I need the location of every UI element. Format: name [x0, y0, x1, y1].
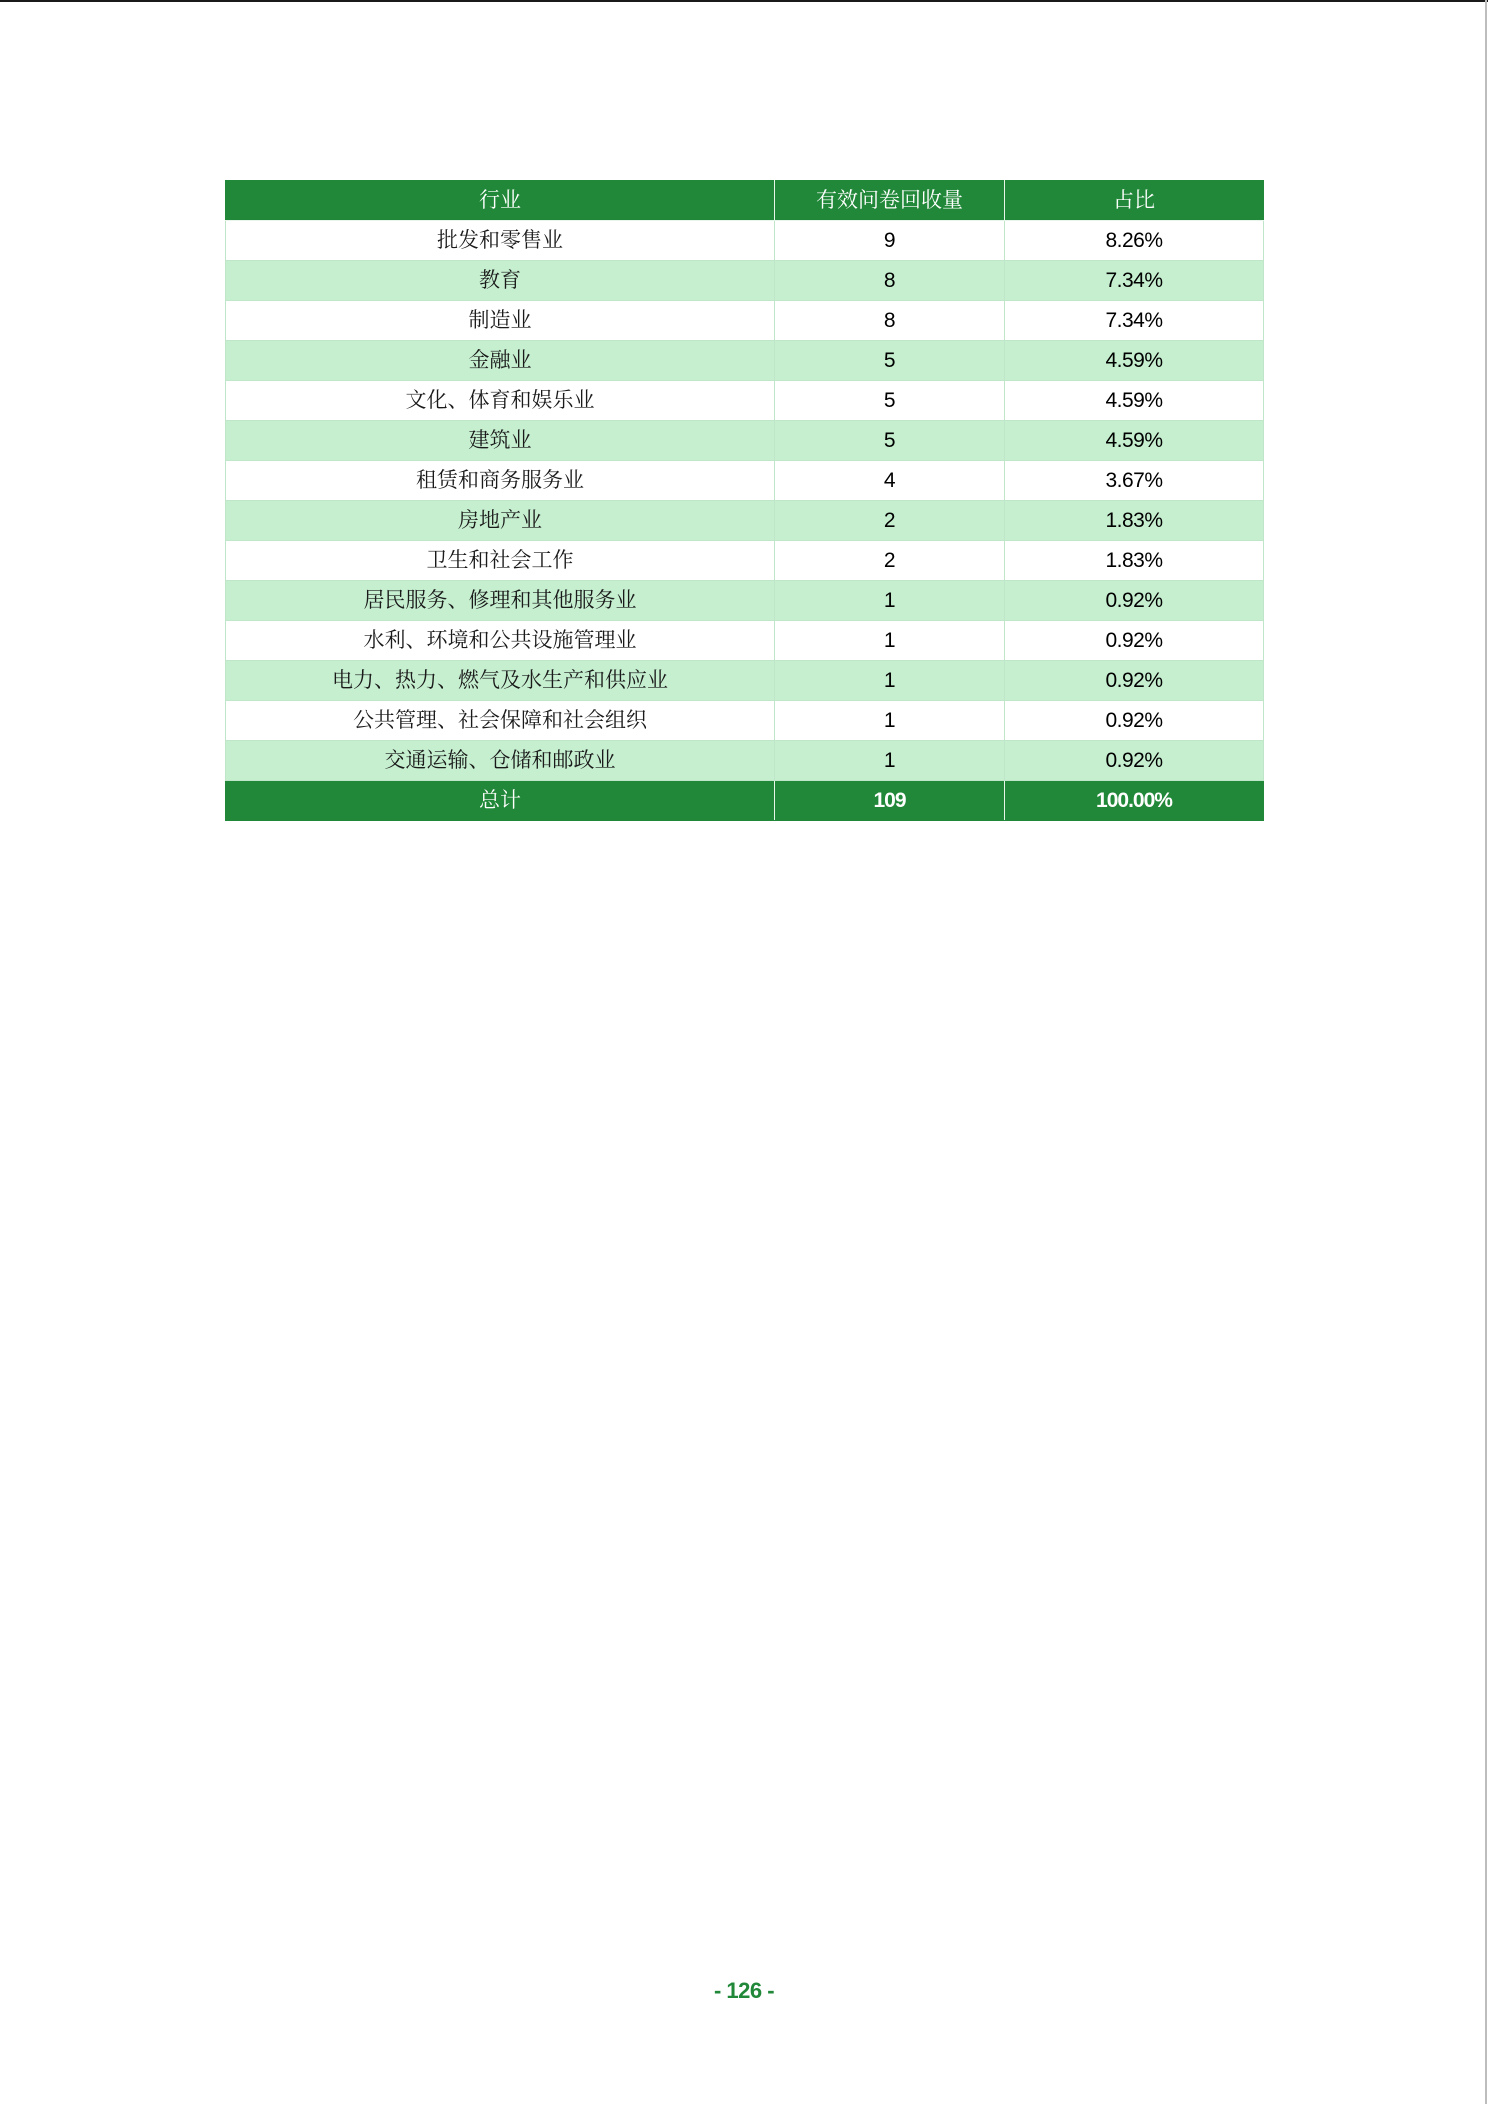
count-cell: 5	[775, 341, 1005, 381]
table-row	[226, 581, 1264, 621]
header-count: 有效问卷回收量	[775, 181, 1005, 221]
count-cell: 9	[775, 221, 1005, 261]
share-cell: 1.83%	[1005, 501, 1264, 541]
table-row	[226, 501, 1264, 541]
count-cell: 8	[775, 261, 1005, 301]
industry-cell: 租赁和商务服务业	[226, 461, 775, 501]
share-cell: 7.34%	[1005, 301, 1264, 341]
table-row	[226, 701, 1264, 741]
share-cell: 1.83%	[1005, 541, 1264, 581]
industry-cell: 文化、体育和娱乐业	[226, 381, 775, 421]
count-cell: 1	[775, 661, 1005, 701]
industry-cell: 教育	[226, 261, 775, 301]
count-cell: 4	[775, 461, 1005, 501]
industry-survey-table	[225, 180, 1264, 821]
table-row	[226, 261, 1264, 301]
industry-cell: 房地产业	[226, 501, 775, 541]
industry-cell: 水利、环境和公共设施管理业	[226, 621, 775, 661]
count-cell: 1	[775, 741, 1005, 781]
count-cell: 1	[775, 581, 1005, 621]
industry-cell: 公共管理、社会保障和社会组织	[226, 701, 775, 741]
share-cell: 4.59%	[1005, 381, 1264, 421]
share-cell: 0.92%	[1005, 581, 1264, 621]
table-row	[226, 381, 1264, 421]
table-row	[226, 341, 1264, 381]
count-cell: 5	[775, 381, 1005, 421]
share-cell: 3.67%	[1005, 461, 1264, 501]
table-header-row	[226, 181, 1264, 221]
share-cell: 8.26%	[1005, 221, 1264, 261]
count-cell: 1	[775, 621, 1005, 661]
page-right-border	[1485, 0, 1487, 2104]
total-share: 100.00%	[1005, 781, 1264, 821]
table-row	[226, 741, 1264, 781]
industry-cell: 建筑业	[226, 421, 775, 461]
industry-cell: 金融业	[226, 341, 775, 381]
header-industry: 行业	[226, 181, 775, 221]
total-label: 总计	[226, 781, 775, 821]
count-cell: 2	[775, 501, 1005, 541]
table-row	[226, 221, 1264, 261]
count-cell: 2	[775, 541, 1005, 581]
share-cell: 0.92%	[1005, 661, 1264, 701]
industry-cell: 居民服务、修理和其他服务业	[226, 581, 775, 621]
share-cell: 0.92%	[1005, 621, 1264, 661]
table-row	[226, 461, 1264, 501]
industry-cell: 批发和零售业	[226, 221, 775, 261]
industry-cell: 交通运输、仓储和邮政业	[226, 741, 775, 781]
share-cell: 7.34%	[1005, 261, 1264, 301]
count-cell: 5	[775, 421, 1005, 461]
share-cell: 0.92%	[1005, 701, 1264, 741]
table-row	[226, 621, 1264, 661]
table-row	[226, 301, 1264, 341]
industry-cell: 电力、热力、燃气及水生产和供应业	[226, 661, 775, 701]
total-count: 109	[775, 781, 1005, 821]
industry-cell: 卫生和社会工作	[226, 541, 775, 581]
share-cell: 4.59%	[1005, 341, 1264, 381]
count-cell: 1	[775, 701, 1005, 741]
table-row	[226, 661, 1264, 701]
page-top-border	[0, 0, 1488, 2]
share-cell: 4.59%	[1005, 421, 1264, 461]
table-total-row	[226, 781, 1264, 821]
header-share: 占比	[1005, 181, 1264, 221]
table-row	[226, 421, 1264, 461]
table-row	[226, 541, 1264, 581]
page-number: - 126 -	[713, 1978, 775, 2003]
share-cell: 0.92%	[1005, 741, 1264, 781]
count-cell: 8	[775, 301, 1005, 341]
industry-cell: 制造业	[226, 301, 775, 341]
